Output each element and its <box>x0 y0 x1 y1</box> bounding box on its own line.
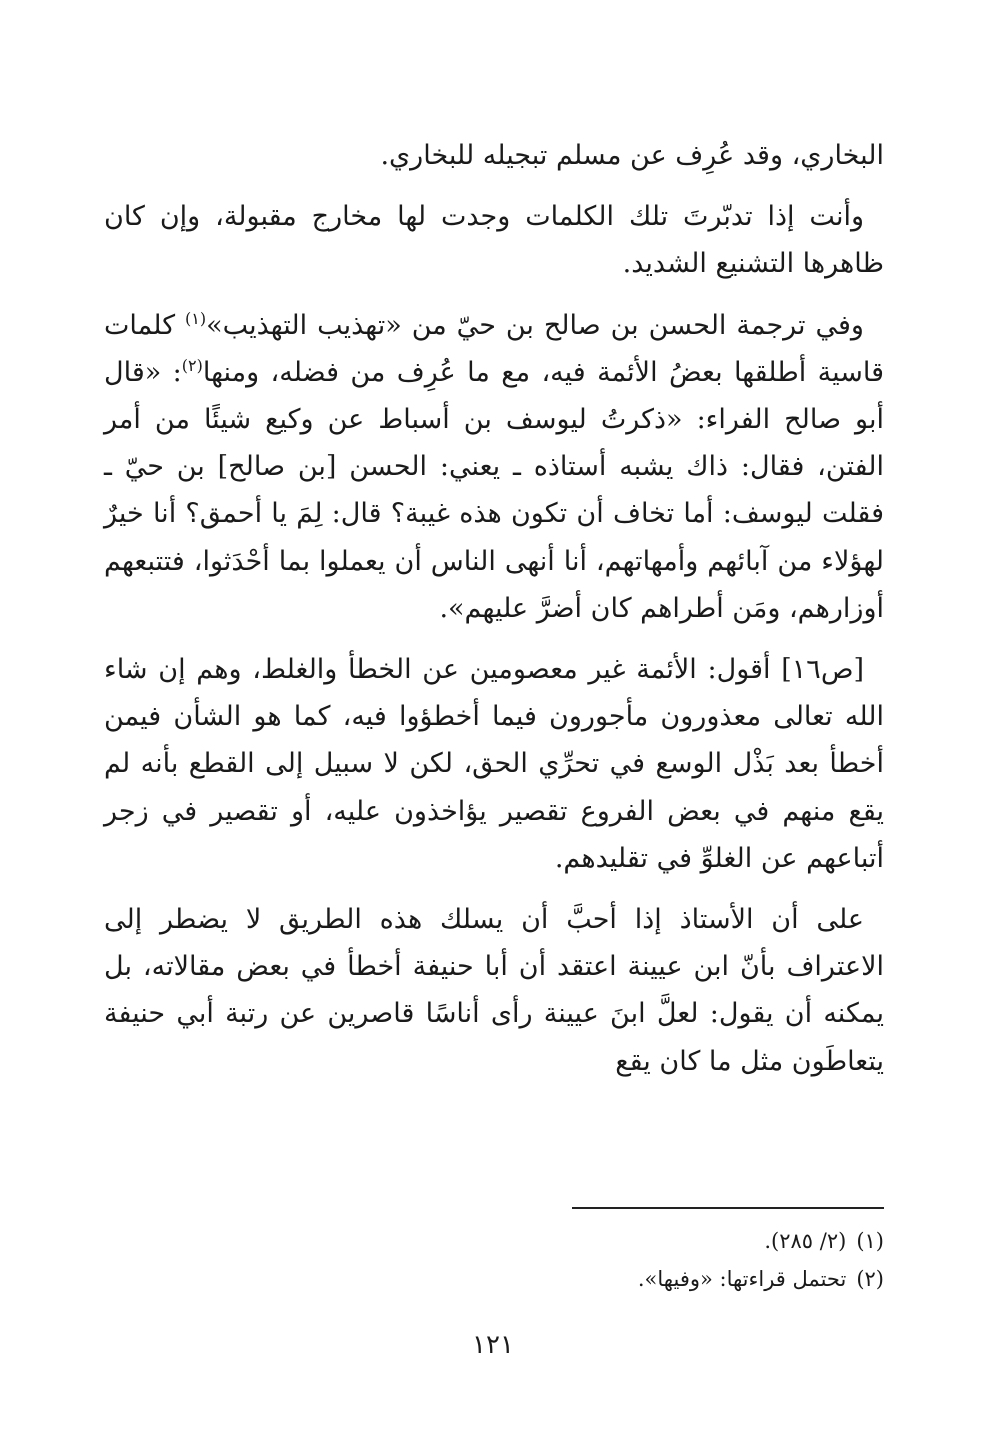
paragraph-3-part-2: كلمات قاسية أطلقها بعضُ الأئمة فيه، مع ما عُرِف من فضله، ومنها <box>104 309 884 388</box>
page-number: ١٢١ <box>472 1330 514 1360</box>
footnote-ref-1[interactable]: (١) <box>185 308 207 328</box>
footnote-2-text: تحتمل قراءتها: «وفيها». <box>637 1267 847 1291</box>
paragraph-3 <box>104 302 884 632</box>
main-text <box>104 132 884 1099</box>
footnote-1-text: (٢/ ٢٨٥). <box>764 1229 847 1253</box>
paragraph-1: البخاري، وقد عُرِف عن مسلم تبجيله للبخاري. <box>380 140 884 171</box>
footnote-1-number: (١) <box>856 1229 884 1253</box>
paragraph-4: [ص١٦] أقول: الأئمة غير معصومين عن الخطأ والغلط، وهم إن شاء الله تعالى معذورون مأجورون فيما أخطؤوا فيه، كما هو الشأن فيمن أخطأ بعد بَذْل الوسع في تحرِّي الحق، لكن لا سبيل إلى القطع بأنه لم يقع منهم في بعض الفروع تقصير يؤاخذون عليه، أو تقصير في زجر أتباعهم عن الغلوِّ في تقليدهم. <box>104 654 884 874</box>
footnotes <box>400 1222 884 1298</box>
paragraph-5: على أن الأستاذ إذا أحبَّ أن يسلك هذه الطريق لا يضطر إلى الاعتراف بأنّ ابن عيينة اعتقد أن أبا حنيفة أخطأ في بعض مقالاته، بل يمكنه أن يقول: لعلَّ ابنَ عيينة رأى أناسًا قاصرين عن رتبة أبي حنيفة يتعاطَون مثل ما كان يقع <box>104 904 884 1077</box>
footnote-2 <box>400 1260 884 1298</box>
footnote-divider <box>572 1207 884 1209</box>
footnote-1 <box>400 1222 884 1260</box>
paragraph-3-part-1: وفي ترجمة الحسن بن صالح بن حيّ من «تهذيب التهذيب» <box>206 309 864 341</box>
footnote-2-number: (٢) <box>856 1267 884 1291</box>
paragraph-3-part-3: : «قال أبو صالح الفراء: «ذكرتُ ليوسف بن أسباط عن وكيع شيئًا من أمر الفتن، فقال: ذاك يشبه أستاذه ـ يعني: الحسن [بن صالح] بن حيّ ـ فقلت ليوسف: أما تخاف أن تكون هذه غيبة؟ قال: لِمَ يا أحمق؟ أنا خيرٌ لهؤلاء من آبائهم وأمهاتهم، أنا أنهى الناس أن يعملوا بما أحْدَثوا، فتتبعهم أوزارهم، ومَن أطراهم كان أضرَّ عليهم». <box>104 356 884 624</box>
paragraph-2: وأنت إذا تدبّرتَ تلك الكلمات وجدت لها مخارج مقبولة، وإن كان ظاهرها التشنيع الشديد. <box>104 201 884 280</box>
footnote-ref-2[interactable]: (٢) <box>181 355 203 375</box>
